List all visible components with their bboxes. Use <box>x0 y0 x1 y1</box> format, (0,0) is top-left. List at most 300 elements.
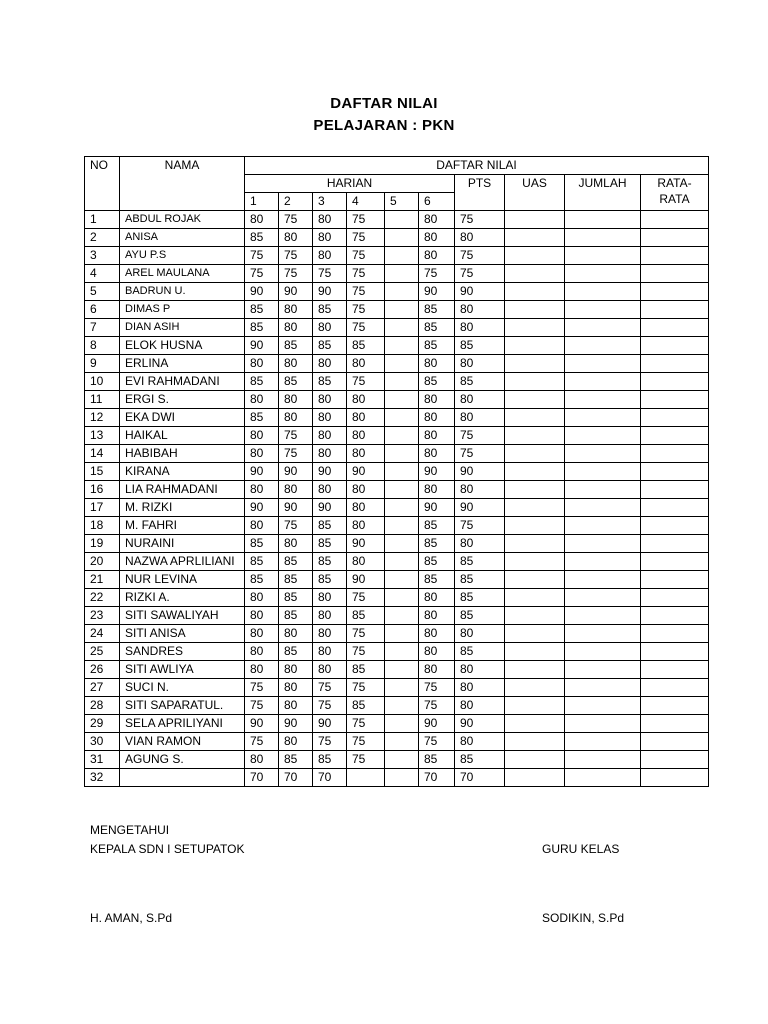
row-rata-rata <box>641 733 709 751</box>
row-rata-rata <box>641 517 709 535</box>
row-harian-5 <box>385 769 419 787</box>
row-uas <box>505 625 565 643</box>
row-no: 22 <box>85 589 120 607</box>
row-harian-3: 80 <box>313 211 347 229</box>
row-uas <box>505 409 565 427</box>
row-pts: 80 <box>455 355 505 373</box>
row-harian-6: 80 <box>419 229 455 247</box>
row-jumlah <box>565 715 641 733</box>
row-harian-3: 75 <box>313 697 347 715</box>
row-harian-3: 80 <box>313 427 347 445</box>
row-name: ERLINA <box>120 355 245 373</box>
table-row <box>85 301 709 319</box>
row-jumlah <box>565 661 641 679</box>
table-row <box>85 337 709 355</box>
row-uas <box>505 517 565 535</box>
row-pts: 80 <box>455 625 505 643</box>
table-row <box>85 481 709 499</box>
row-harian-2: 85 <box>279 553 313 571</box>
footer-kepala-name: H. AMAN, S.Pd <box>90 911 173 925</box>
row-harian-3: 75 <box>313 265 347 283</box>
row-harian-4: 75 <box>347 319 385 337</box>
row-harian-5 <box>385 625 419 643</box>
row-no: 18 <box>85 517 120 535</box>
row-harian-3: 85 <box>313 373 347 391</box>
row-harian-3: 80 <box>313 247 347 265</box>
row-harian-1: 90 <box>245 337 279 355</box>
row-harian-1: 85 <box>245 373 279 391</box>
row-harian-2: 80 <box>279 481 313 499</box>
row-harian-5 <box>385 373 419 391</box>
row-harian-5 <box>385 607 419 625</box>
row-rata-rata <box>641 589 709 607</box>
table-row <box>85 589 709 607</box>
row-harian-2: 80 <box>279 679 313 697</box>
row-uas <box>505 247 565 265</box>
row-uas <box>505 733 565 751</box>
row-jumlah <box>565 463 641 481</box>
row-harian-5 <box>385 643 419 661</box>
row-harian-5 <box>385 553 419 571</box>
row-harian-4: 75 <box>347 301 385 319</box>
table-row <box>85 391 709 409</box>
row-harian-5 <box>385 445 419 463</box>
row-jumlah <box>565 301 641 319</box>
row-rata-rata <box>641 283 709 301</box>
row-harian-4: 80 <box>347 391 385 409</box>
row-harian-5 <box>385 301 419 319</box>
table-row <box>85 445 709 463</box>
row-harian-5 <box>385 355 419 373</box>
table-row <box>85 697 709 715</box>
header-no: NO <box>85 157 120 211</box>
row-harian-1: 75 <box>245 697 279 715</box>
row-harian-6: 85 <box>419 337 455 355</box>
row-jumlah <box>565 337 641 355</box>
table-row <box>85 373 709 391</box>
row-harian-1: 90 <box>245 463 279 481</box>
row-harian-6: 85 <box>419 751 455 769</box>
row-harian-1: 75 <box>245 733 279 751</box>
row-uas <box>505 319 565 337</box>
row-harian-1: 85 <box>245 409 279 427</box>
row-no: 32 <box>85 769 120 787</box>
row-jumlah <box>565 355 641 373</box>
row-harian-4: 75 <box>347 247 385 265</box>
row-jumlah <box>565 679 641 697</box>
row-no: 8 <box>85 337 120 355</box>
row-harian-4: 80 <box>347 553 385 571</box>
row-no: 14 <box>85 445 120 463</box>
table-row <box>85 715 709 733</box>
row-uas <box>505 463 565 481</box>
table-row <box>85 499 709 517</box>
row-pts: 80 <box>455 229 505 247</box>
header-harian-6: 6 <box>419 193 455 211</box>
row-uas <box>505 391 565 409</box>
row-harian-2: 80 <box>279 319 313 337</box>
row-harian-5 <box>385 715 419 733</box>
row-harian-5 <box>385 319 419 337</box>
row-harian-1: 85 <box>245 229 279 247</box>
row-pts: 90 <box>455 463 505 481</box>
row-pts: 85 <box>455 607 505 625</box>
row-harian-3: 80 <box>313 625 347 643</box>
row-jumlah <box>565 571 641 589</box>
row-pts: 80 <box>455 409 505 427</box>
table-row <box>85 427 709 445</box>
row-harian-3: 80 <box>313 229 347 247</box>
row-harian-3: 90 <box>313 283 347 301</box>
row-no: 21 <box>85 571 120 589</box>
row-harian-3: 80 <box>313 319 347 337</box>
row-jumlah <box>565 643 641 661</box>
row-harian-6: 80 <box>419 427 455 445</box>
row-harian-1: 80 <box>245 661 279 679</box>
row-harian-1: 80 <box>245 625 279 643</box>
table-row <box>85 229 709 247</box>
row-harian-5 <box>385 571 419 589</box>
row-harian-2: 80 <box>279 625 313 643</box>
row-rata-rata <box>641 229 709 247</box>
row-harian-4: 80 <box>347 517 385 535</box>
header-uas: UAS <box>505 175 565 211</box>
row-harian-3: 70 <box>313 769 347 787</box>
row-harian-5 <box>385 427 419 445</box>
row-harian-1: 80 <box>245 427 279 445</box>
row-harian-1: 75 <box>245 265 279 283</box>
row-harian-5 <box>385 517 419 535</box>
table-row <box>85 733 709 751</box>
row-uas <box>505 697 565 715</box>
row-no: 31 <box>85 751 120 769</box>
row-uas <box>505 355 565 373</box>
row-uas <box>505 445 565 463</box>
table-row <box>85 247 709 265</box>
row-harian-1: 85 <box>245 319 279 337</box>
row-harian-5 <box>385 409 419 427</box>
row-harian-6: 85 <box>419 553 455 571</box>
row-no: 5 <box>85 283 120 301</box>
header-harian-3: 3 <box>313 193 347 211</box>
footer-mengetahui: MENGETAHUI <box>90 823 170 837</box>
table-row <box>85 211 709 229</box>
row-no: 6 <box>85 301 120 319</box>
row-uas <box>505 229 565 247</box>
row-pts: 75 <box>455 211 505 229</box>
row-name: ELOK HUSNA <box>120 337 245 355</box>
row-harian-5 <box>385 265 419 283</box>
row-pts: 80 <box>455 319 505 337</box>
row-harian-6: 80 <box>419 391 455 409</box>
row-no: 26 <box>85 661 120 679</box>
row-harian-1: 80 <box>245 211 279 229</box>
row-name <box>120 769 245 787</box>
row-no: 4 <box>85 265 120 283</box>
row-rata-rata <box>641 265 709 283</box>
row-harian-6: 75 <box>419 733 455 751</box>
row-name: NURAINI <box>120 535 245 553</box>
row-harian-2: 85 <box>279 589 313 607</box>
row-jumlah <box>565 391 641 409</box>
row-pts: 75 <box>455 427 505 445</box>
row-harian-1: 85 <box>245 535 279 553</box>
row-harian-4: 75 <box>347 265 385 283</box>
row-harian-4: 85 <box>347 661 385 679</box>
row-pts: 85 <box>455 553 505 571</box>
row-uas <box>505 715 565 733</box>
row-rata-rata <box>641 697 709 715</box>
row-rata-rata <box>641 643 709 661</box>
row-harian-3: 90 <box>313 463 347 481</box>
row-pts: 85 <box>455 751 505 769</box>
row-rata-rata <box>641 625 709 643</box>
row-harian-4: 75 <box>347 715 385 733</box>
row-jumlah <box>565 247 641 265</box>
row-harian-1: 80 <box>245 481 279 499</box>
row-harian-3: 80 <box>313 607 347 625</box>
row-harian-2: 90 <box>279 283 313 301</box>
row-name: SITI SAWALIYAH <box>120 607 245 625</box>
row-harian-4: 80 <box>347 499 385 517</box>
row-harian-2: 80 <box>279 535 313 553</box>
row-uas <box>505 283 565 301</box>
row-harian-1: 90 <box>245 283 279 301</box>
row-rata-rata <box>641 751 709 769</box>
row-rata-rata <box>641 607 709 625</box>
header-harian-2: 2 <box>279 193 313 211</box>
row-harian-1: 80 <box>245 589 279 607</box>
row-harian-2: 90 <box>279 715 313 733</box>
row-harian-3: 80 <box>313 481 347 499</box>
row-harian-4: 75 <box>347 283 385 301</box>
row-harian-3: 85 <box>313 517 347 535</box>
row-no: 15 <box>85 463 120 481</box>
row-jumlah <box>565 409 641 427</box>
row-rata-rata <box>641 337 709 355</box>
row-harian-2: 75 <box>279 427 313 445</box>
row-harian-4: 85 <box>347 607 385 625</box>
row-harian-2: 85 <box>279 607 313 625</box>
row-harian-5 <box>385 589 419 607</box>
row-pts: 75 <box>455 445 505 463</box>
row-name: ABDUL ROJAK <box>120 211 245 229</box>
row-harian-1: 80 <box>245 607 279 625</box>
row-harian-1: 90 <box>245 715 279 733</box>
footer-guru: GURU KELAS <box>542 842 620 856</box>
row-harian-3: 80 <box>313 355 347 373</box>
row-harian-2: 80 <box>279 661 313 679</box>
row-jumlah <box>565 211 641 229</box>
row-harian-1: 80 <box>245 517 279 535</box>
row-harian-2: 75 <box>279 517 313 535</box>
row-no: 17 <box>85 499 120 517</box>
table-row <box>85 571 709 589</box>
row-pts: 90 <box>455 715 505 733</box>
row-uas <box>505 373 565 391</box>
row-rata-rata <box>641 373 709 391</box>
table-row <box>85 535 709 553</box>
row-harian-1: 85 <box>245 571 279 589</box>
row-harian-5 <box>385 697 419 715</box>
row-no: 24 <box>85 625 120 643</box>
row-harian-3: 75 <box>313 733 347 751</box>
row-name: KIRANA <box>120 463 245 481</box>
row-harian-3: 85 <box>313 301 347 319</box>
row-name: LIA RAHMADANI <box>120 481 245 499</box>
row-harian-5 <box>385 661 419 679</box>
row-harian-4: 80 <box>347 409 385 427</box>
row-harian-3: 85 <box>313 571 347 589</box>
row-uas <box>505 751 565 769</box>
row-harian-5 <box>385 463 419 481</box>
header-daftar-nilai: DAFTAR NILAI <box>245 157 709 175</box>
row-name: SITI AWLIYA <box>120 661 245 679</box>
row-harian-2: 75 <box>279 265 313 283</box>
row-jumlah <box>565 481 641 499</box>
row-jumlah <box>565 517 641 535</box>
row-no: 9 <box>85 355 120 373</box>
header-harian-4: 4 <box>347 193 385 211</box>
document-subtitle: PELAJARAN : PKN <box>313 117 455 134</box>
row-jumlah <box>565 319 641 337</box>
row-harian-3: 85 <box>313 337 347 355</box>
row-uas <box>505 499 565 517</box>
row-rata-rata <box>641 409 709 427</box>
row-name: VIAN RAMON <box>120 733 245 751</box>
row-harian-4: 80 <box>347 445 385 463</box>
row-harian-4: 80 <box>347 481 385 499</box>
row-uas <box>505 301 565 319</box>
row-harian-1: 80 <box>245 445 279 463</box>
row-harian-6: 80 <box>419 625 455 643</box>
row-pts: 85 <box>455 571 505 589</box>
row-harian-4: 90 <box>347 463 385 481</box>
row-name: DIAN ASIH <box>120 319 245 337</box>
row-jumlah <box>565 373 641 391</box>
row-harian-5 <box>385 229 419 247</box>
row-harian-6: 80 <box>419 661 455 679</box>
row-harian-6: 80 <box>419 247 455 265</box>
row-harian-6: 80 <box>419 409 455 427</box>
row-name: DIMAS P <box>120 301 245 319</box>
row-jumlah <box>565 229 641 247</box>
row-harian-4: 75 <box>347 643 385 661</box>
row-harian-6: 90 <box>419 715 455 733</box>
row-name: NUR LEVINA <box>120 571 245 589</box>
row-name: SITI ANISA <box>120 625 245 643</box>
table-row <box>85 463 709 481</box>
row-rata-rata <box>641 679 709 697</box>
row-pts: 85 <box>455 373 505 391</box>
row-jumlah <box>565 445 641 463</box>
row-rata-rata <box>641 355 709 373</box>
row-name: AGUNG S. <box>120 751 245 769</box>
row-pts: 90 <box>455 283 505 301</box>
row-harian-2: 90 <box>279 463 313 481</box>
row-rata-rata <box>641 247 709 265</box>
row-name: SITI SAPARATUL. <box>120 697 245 715</box>
row-harian-3: 80 <box>313 391 347 409</box>
row-name: EVI RAHMADANI <box>120 373 245 391</box>
row-harian-5 <box>385 283 419 301</box>
row-rata-rata <box>641 661 709 679</box>
row-name: SANDRES <box>120 643 245 661</box>
row-harian-4: 75 <box>347 373 385 391</box>
row-rata-rata <box>641 535 709 553</box>
row-harian-1: 90 <box>245 499 279 517</box>
table-row <box>85 265 709 283</box>
header-harian: HARIAN <box>245 175 455 193</box>
row-harian-2: 90 <box>279 499 313 517</box>
row-jumlah <box>565 769 641 787</box>
row-pts: 75 <box>455 247 505 265</box>
row-rata-rata <box>641 319 709 337</box>
header-harian-1: 1 <box>245 193 279 211</box>
row-pts: 80 <box>455 733 505 751</box>
row-harian-6: 90 <box>419 463 455 481</box>
row-rata-rata <box>641 499 709 517</box>
row-name: AYU P.S <box>120 247 245 265</box>
row-harian-5 <box>385 751 419 769</box>
table-row <box>85 517 709 535</box>
row-name: HAIKAL <box>120 427 245 445</box>
row-harian-6: 70 <box>419 769 455 787</box>
row-rata-rata <box>641 211 709 229</box>
row-pts: 85 <box>455 643 505 661</box>
row-name: HABIBAH <box>120 445 245 463</box>
row-harian-2: 80 <box>279 697 313 715</box>
row-harian-5 <box>385 247 419 265</box>
row-pts: 80 <box>455 481 505 499</box>
header-rata-rata: RATA- RATA <box>641 175 709 211</box>
row-name: NAZWA APRLILIANI <box>120 553 245 571</box>
grades-table <box>84 156 709 787</box>
row-harian-5 <box>385 391 419 409</box>
row-harian-3: 80 <box>313 409 347 427</box>
row-harian-3: 90 <box>313 715 347 733</box>
row-harian-5 <box>385 481 419 499</box>
row-uas <box>505 553 565 571</box>
row-uas <box>505 769 565 787</box>
row-name: BADRUN U. <box>120 283 245 301</box>
row-harian-6: 90 <box>419 499 455 517</box>
row-harian-6: 85 <box>419 373 455 391</box>
row-no: 1 <box>85 211 120 229</box>
row-name: SUCI N. <box>120 679 245 697</box>
row-pts: 90 <box>455 499 505 517</box>
row-jumlah <box>565 499 641 517</box>
row-rata-rata <box>641 571 709 589</box>
row-harian-6: 80 <box>419 481 455 499</box>
row-uas <box>505 571 565 589</box>
row-rata-rata <box>641 715 709 733</box>
row-uas <box>505 265 565 283</box>
row-name: AREL MAULANA <box>120 265 245 283</box>
row-harian-4: 85 <box>347 697 385 715</box>
table-row <box>85 661 709 679</box>
table-row <box>85 679 709 697</box>
table-row <box>85 769 709 787</box>
row-jumlah <box>565 733 641 751</box>
row-harian-6: 75 <box>419 265 455 283</box>
row-rata-rata <box>641 553 709 571</box>
row-harian-1: 70 <box>245 769 279 787</box>
row-harian-1: 80 <box>245 751 279 769</box>
row-harian-2: 70 <box>279 769 313 787</box>
row-no: 19 <box>85 535 120 553</box>
row-harian-2: 75 <box>279 247 313 265</box>
